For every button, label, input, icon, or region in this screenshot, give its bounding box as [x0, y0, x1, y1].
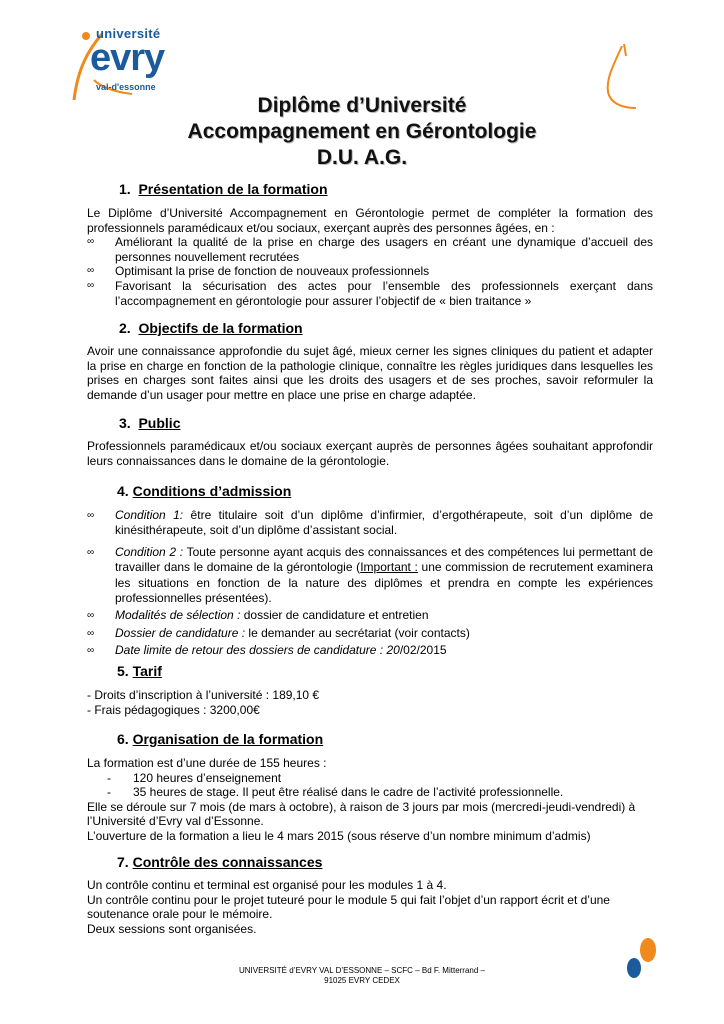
- tarif-inscription: - Droits d’inscription à l’université : 189,10 €: [87, 688, 320, 702]
- title-line-2: Accompagnement en Gérontologie: [187, 120, 537, 143]
- footer-address: UNIVERSITÉ d’EVRY VAL D’ESSONNE – SCFC – Bd F. Mitterrand –: [238, 966, 485, 975]
- bullet-icon: ∞: [87, 510, 95, 521]
- selection-label: Modalités de sélection :: [115, 608, 241, 623]
- section-3-text: Professionnels paramédicaux et/ou sociaux exerçant auprès de personnes âgées souhaitant approfondir leurs connaissances dans le domaine de la gérontologie.: [87, 439, 653, 468]
- deadline-label: Date limite de retour des dossiers de candidature : 20: [115, 643, 400, 658]
- control-line-1: Un contrôle continu et terminal est organisé pour les modules 1 à 4.: [87, 878, 447, 892]
- section-5-heading: [117, 663, 162, 680]
- list-item: [87, 508, 653, 539]
- section-4-number: 4.: [117, 483, 129, 499]
- section-1-title: Présentation de la formation: [138, 181, 328, 197]
- list-item: [87, 264, 653, 279]
- list-item: [87, 785, 653, 800]
- logo-text-val-essonne: val-d'essonne: [96, 82, 156, 92]
- control-line-3: Deux sessions sont organisées.: [87, 921, 257, 936]
- list-item: [87, 545, 653, 607]
- footer-city: 91025 EVRY CEDEX: [324, 976, 400, 985]
- bullet-text: Favorisant la sécurisation des actes pour l’ensemble des professionnels exerçant dans l’accompagnement en gérontologie pour assurer l’objectif de « bien traitance »: [115, 278, 653, 308]
- start-date-text: L’ouverture de la formation a lieu le 4 mars 2015 (sous réserve d’un nombre minimum d’admis): [87, 828, 591, 843]
- section-6-number: 6.: [117, 731, 129, 747]
- logo-text-evry: evry: [90, 37, 165, 79]
- condition-2-text: Toute personne ayant acquis des connaissances et des compétences lui permettant de travailler dans le domaine de la gérontologie (: [115, 544, 653, 575]
- bullet-icon: ∞: [87, 546, 95, 558]
- hours-internship: 35 heures de stage. Il peut être réalisé dans le cadre de l’activité professionnelle.: [133, 785, 564, 800]
- title-line-3: D.U. A.G.: [316, 146, 408, 169]
- condition-2-label: Condition 2 :: [115, 544, 184, 559]
- section-7-body: [87, 878, 653, 936]
- hours-teaching: 120 heures d’enseignement: [133, 770, 282, 785]
- section-7-title: Contrôle des connaissances: [132, 854, 323, 870]
- section-3-heading: [119, 415, 180, 432]
- condition-1-text: être titulaire soit d’un diplôme d’infirmier, d’ergothérapeute, soit d’un diplôme de kinésithérapeute, soit d’un diplôme d’assistant social.: [115, 508, 654, 538]
- dossier-label: Dossier de candidature :: [115, 625, 246, 640]
- list-item: [87, 608, 653, 623]
- bullet-text: Optimisant la prise de fonction de nouveaux professionnels: [115, 264, 430, 279]
- section-4-body: [87, 508, 653, 659]
- section-3-title: Public: [138, 415, 181, 431]
- section-2-body: [87, 344, 653, 402]
- section-1-number: 1.: [119, 181, 131, 197]
- important-label: Important :: [360, 560, 418, 575]
- logo-text-universite: université: [96, 26, 161, 41]
- section-1-heading: [119, 181, 328, 198]
- list-item: [87, 771, 653, 786]
- section-2-title: Objectifs de la formation: [138, 320, 303, 336]
- section-5-title: Tarif: [132, 663, 162, 679]
- bullet-text: Améliorant la qualité de la prise en charge des usagers en créant une dynamique d’accueil des personnes nouvellement recrutées: [115, 235, 653, 264]
- section-1-intro: Le Diplôme d’Université Accompagnement en Gérontologie permet de compléter la formation des professionnels paramédicaux et/ou sociaux, exerçant auprès des personnes âgées, en :: [87, 206, 653, 235]
- dash-icon: -: [107, 785, 111, 800]
- list-item: [87, 235, 653, 264]
- duration-text: La formation est d’une durée de 155 heures :: [87, 756, 327, 770]
- selection-text: dossier de candidature et entretien: [240, 608, 429, 623]
- schedule-text: Elle se déroule sur 7 mois (de mars à octobre), à raison de 3 jours par mois (mercredi-jeudi-vendredi) à l’Université d’Evry val d’Essonne.: [87, 799, 636, 829]
- section-5-number: 5.: [117, 663, 129, 679]
- section-5-body: [87, 688, 653, 717]
- section-2-number: 2.: [119, 320, 131, 336]
- section-6-heading: [117, 731, 323, 748]
- section-6-title: Organisation de la formation: [132, 731, 324, 747]
- bullet-icon: ∞: [87, 236, 95, 248]
- bullet-icon: ∞: [87, 279, 95, 291]
- section-1-body: [87, 206, 653, 308]
- tarif-pedagogique: - Frais pédagogiques : 3200,00€: [87, 702, 260, 717]
- title-line-1: Diplôme d’Université: [257, 94, 467, 117]
- bullet-icon: ∞: [87, 627, 95, 639]
- section-2-heading: [119, 320, 303, 337]
- control-line-2: Un contrôle continu pour le projet tuteuré pour le module 5 qui fait l’objet d’un rapport écrit et d’une soutenance orale pour le mémoire.: [87, 892, 610, 922]
- section-4-heading: [117, 483, 291, 500]
- dossier-text: le demander au secrétariat (voir contacts): [245, 625, 470, 640]
- bullet-icon: ∞: [87, 265, 95, 277]
- section-7-heading: [117, 854, 322, 871]
- dash-icon: -: [107, 770, 111, 785]
- section-7-number: 7.: [117, 854, 129, 870]
- section-6-body: [87, 756, 653, 844]
- section-3-number: 3.: [119, 415, 131, 431]
- list-item: [87, 643, 653, 658]
- bullet-icon: ∞: [87, 610, 95, 622]
- section-4-title: Conditions d’admission: [132, 483, 292, 499]
- condition-1-label: Condition 1:: [115, 508, 184, 522]
- bullet-icon: ∞: [87, 645, 95, 657]
- list-item: [87, 626, 653, 641]
- section-2-text: Avoir une connaissance approfondie du sujet âgé, mieux cerner les signes cliniques du patient et adapter la prise en charge en fonction de la pathologie clinique, connaître les règles juridiques dans lesquelles les prises en charges sont faites ainsi que les droits des usagers et de ses proches, savoir reformuler la demande d’un usager pour mettre en place une prise en charge adaptée.: [87, 344, 653, 402]
- page-footer: [0, 966, 724, 986]
- deadline-date: /02/2015: [399, 643, 447, 658]
- list-item: [87, 279, 653, 308]
- section-3-body: [87, 439, 653, 468]
- condition-2-text-end: une commission de recrutement examinera les situations en fonction de la nature des diplômes et prendra en compte les expériences professionnelles présentées).: [115, 560, 654, 606]
